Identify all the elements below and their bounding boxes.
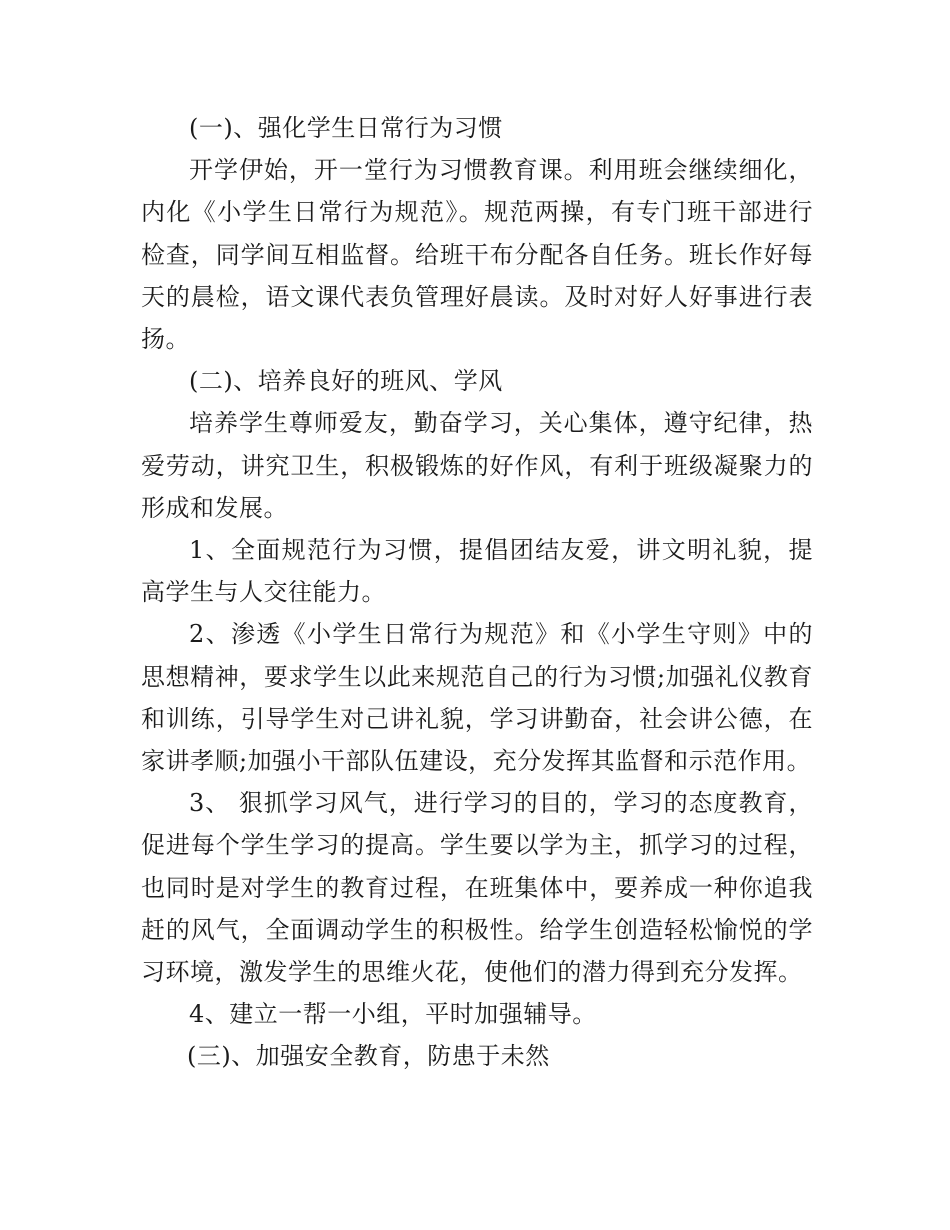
paragraph-daily-habits: 开学伊始，开一堂行为习惯教育课。利用班会继续细化，内化《小学生日常行为规范》。规范两操，有专门班干部进行检查，同学间互相监督。给班干布分配各自任务。班长作好每天的晨检，语文课代表负管理好晨读。及时对好人好事进行表扬。 <box>141 156 813 354</box>
section-heading-2: (二)、培养良好的班风、学风 <box>189 367 503 396</box>
section-heading-1: (一)、强化学生日常行为习惯 <box>189 114 503 142</box>
document-body <box>141 107 813 1078</box>
list-item-1: 1、全面规范行为习惯，提倡团结友爱，讲文明礼貌，提高学生与人交往能力。 <box>141 536 813 607</box>
section-heading-3: (三)、加强安全教育，防患于未然 <box>187 1042 550 1071</box>
list-item-4: 4、建立一帮一小组，平时加强辅导。 <box>189 1000 597 1029</box>
paragraph-class-style: 培养学生尊师爱友，勤奋学习，关心集体，遵守纪律，热爱劳动，讲究卫生，积极锻炼的好作风，有利于班级凝聚力的形成和发展。 <box>141 409 813 522</box>
list-item-3: 3、 狠抓学习风气，进行学习的目的，学习的态度教育，促进每个学生学习的提高。学生要以学为主，抓学习的过程，也同时是对学生的教育过程，在班集体中，要养成一种你追我赶的风气，全面调动学生的积极性。给学生创造轻松愉悦的学习环境，激发学生的思维火花，使他们的潜力得到充分发挥。 <box>141 789 813 987</box>
list-item-2: 2、渗透《小学生日常行为规范》和《小学生守则》中的思想精神，要求学生以此来规范自己的行为习惯;加强礼仪教育和训练，引导学生对己讲礼貌，学习讲勤奋，社会讲公德，在家讲孝顺;加强小干部队伍建设，充分发挥其监督和示范作用。 <box>141 620 813 776</box>
